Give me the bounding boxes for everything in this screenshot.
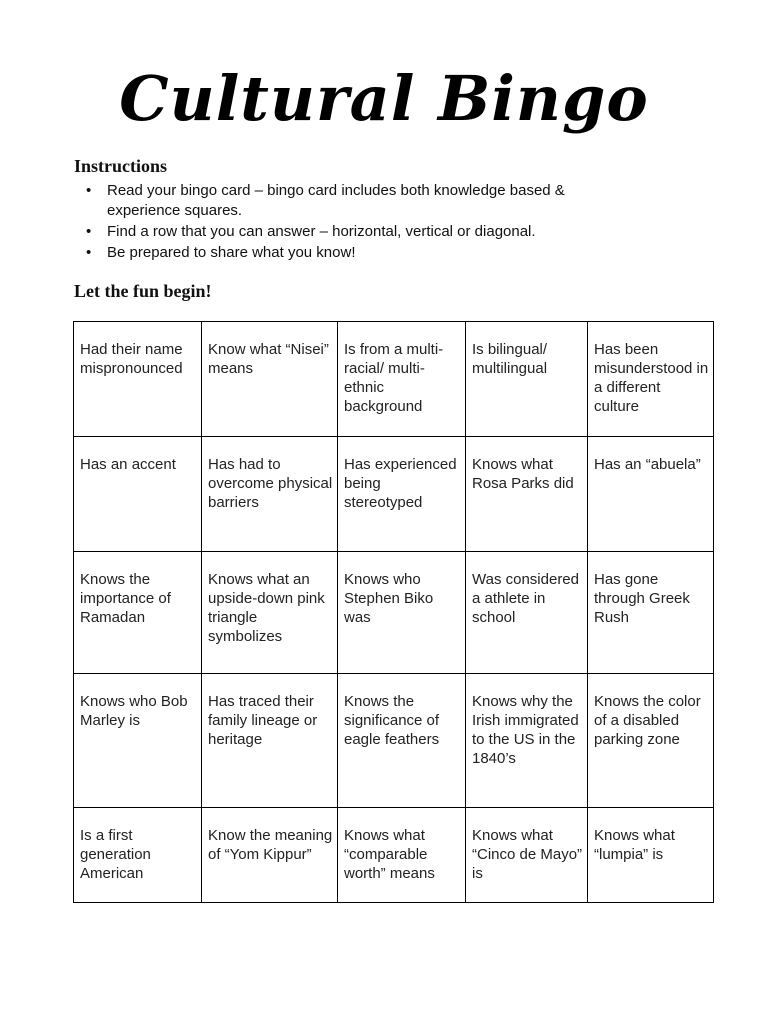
bingo-square: Is from a multi-racial/ multi-ethnic background	[338, 322, 466, 437]
bingo-square: Knows what “Cinco de Mayo” is	[466, 808, 588, 903]
instruction-item: • Read your bingo card – bingo card includes both knowledge based & experience squares.	[74, 181, 634, 221]
bingo-square: Is bilingual/ multilingual	[466, 322, 588, 437]
bingo-square: Knows who Bob Marley is	[74, 674, 202, 808]
section-heading: Let the fun begin!	[74, 281, 212, 301]
bingo-square: Knows the color of a disabled parking zone	[588, 674, 714, 808]
bingo-square: Has experienced being stereotyped	[338, 437, 466, 552]
bingo-row	[74, 322, 714, 437]
bingo-square: Has an “abuela”	[588, 437, 714, 552]
bingo-square: Knows why the Irish immigrated to the US in the 1840’s	[466, 674, 588, 808]
bingo-square: Know the meaning of “Yom Kippur”	[202, 808, 338, 903]
instruction-item: • Find a row that you can answer – horizontal, vertical or diagonal.	[74, 222, 634, 242]
bingo-square: Has had to overcome physical barriers	[202, 437, 338, 552]
bingo-square: Has gone through Greek Rush	[588, 552, 714, 674]
bingo-square: Knows what Rosa Parks did	[466, 437, 588, 552]
bingo-square: Is a first generation American	[74, 808, 202, 903]
bingo-square: Knows the importance of Ramadan	[74, 552, 202, 674]
bingo-square: Was considered a athlete in school	[466, 552, 588, 674]
bingo-row	[74, 552, 714, 674]
bingo-square: Knows what “lumpia” is	[588, 808, 714, 903]
bingo-row	[74, 808, 714, 903]
page-title: Cultural Bingo	[119, 62, 649, 135]
bingo-square: Has an accent	[74, 437, 202, 552]
instruction-item: • Be prepared to share what you know!	[74, 243, 634, 263]
bingo-square: Has traced their family lineage or heritage	[202, 674, 338, 808]
bingo-row	[74, 674, 714, 808]
instructions-list	[74, 181, 634, 264]
bingo-square: Know what “Nisei” means	[202, 322, 338, 437]
bingo-square: Knows who Stephen Biko was	[338, 552, 466, 674]
bingo-grid	[73, 321, 714, 903]
instructions-heading: Instructions	[74, 156, 168, 176]
bingo-square: Has been misunderstood in a different culture	[588, 322, 714, 437]
bingo-square: Had their name mispronounced	[74, 322, 202, 437]
bingo-square: Knows what an upside-down pink triangle symbolizes	[202, 552, 338, 674]
bingo-square: Knows the significance of eagle feathers	[338, 674, 466, 808]
bingo-row	[74, 437, 714, 552]
bingo-square: Knows what “comparable worth” means	[338, 808, 466, 903]
